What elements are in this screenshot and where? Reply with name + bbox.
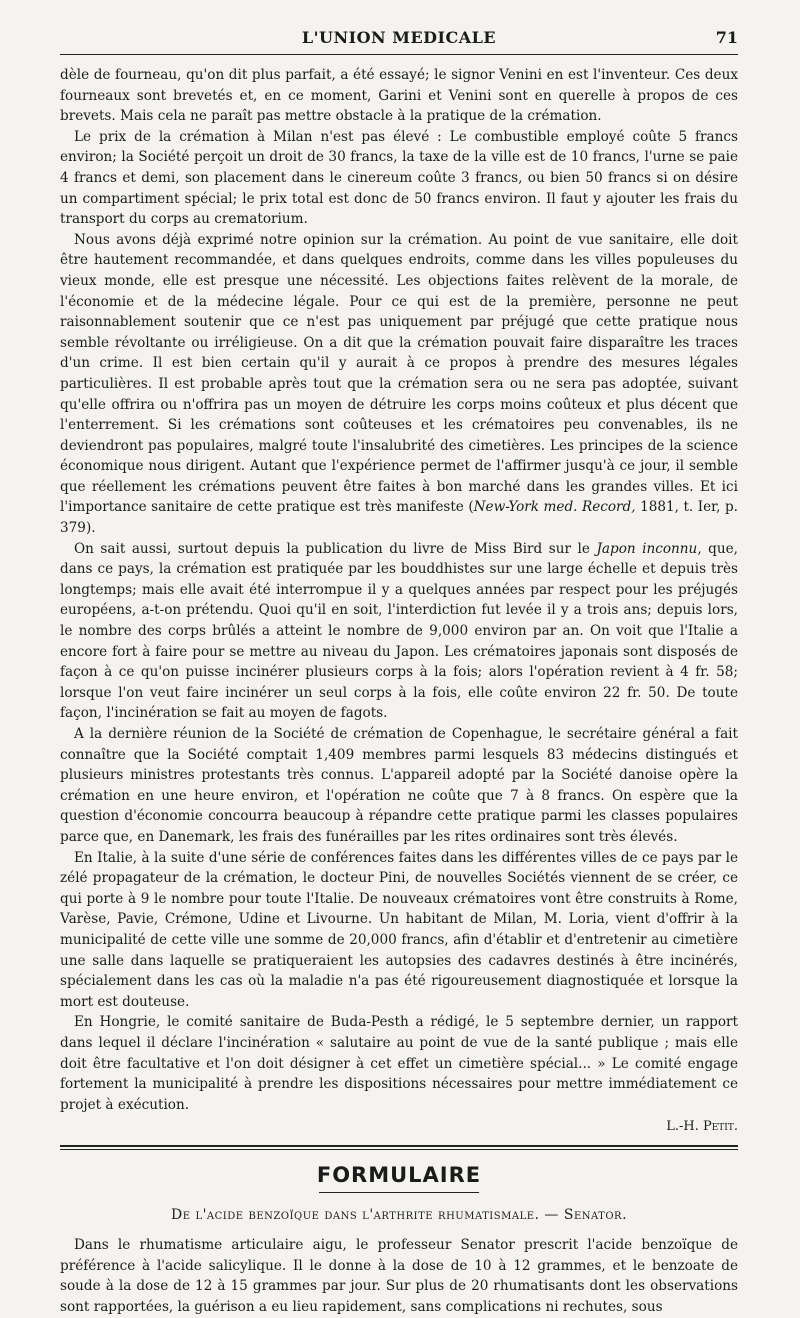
running-title: L'UNION MEDICALE [301, 28, 497, 47]
running-head [60, 24, 738, 55]
section-title: FORMULAIRE [316, 1163, 482, 1188]
paragraph-1: dèle de fourneau, qu'on dit plus parfait, a été essayé; le signor Venini en est l'inventeur. Ces deux fourneaux sont brevetés et, en ce moment, Garini et Venini sont en querelle à propos de ces brevets. Mais cela ne paraît pas mettre obstacle à la pratique de la crémation. [60, 67, 738, 125]
paragraph-4-intro: On sait aussi, surtout depuis la publication du livre de Miss Bird sur le [74, 540, 597, 557]
paragraph-7: En Hongrie, le comité sanitaire de Buda-Pesth a rédigé, le 5 septembre dernier, un rapport dans lequel il déclare l'incinération « salutaire au point de vue de la santé publique ; mais elle doit être facultative et l'on doit désigner à cet effet un cimetière spécial... » Le comité engage fortement la municipalité à prendre les dispositions nécessaires pour mettre immédiatement ce projet à exécution. [60, 1014, 738, 1113]
paragraph-6: En Italie, à la suite d'une série de conférences faites dans les différentes villes de ce pays par le zélé propagateur de la crémation, le docteur Pini, de nouvelles Sociétés viennent de se créer, ce qui porte à 9 le nombre pour toute l'Italie. De nouveaux crématoires vont être construits à Rome, Varèse, Pavie, Crémone, Udine et Livourne. Un habitant de Milan, M. Loria, vient d'offrir à la municipalité de cette ville une somme de 20,000 francs, afin d'établir et d'entretenir au cimetière une salle dans laquelle se pratiqueraient les autopsies des cadavres destinés à être incinérés, spécialement dans les cas où la maladie n'a pas été rigoureusement diagnostiquée et lorsque la mort est douteuse. [60, 849, 738, 1010]
section-title-rule [319, 1192, 479, 1193]
section-divider [60, 1145, 738, 1150]
paragraph-2: Le prix de la crémation à Milan n'est pas élevé : Le combustible employé coûte 5 francs environ; la Société perçoit un droit de 30 francs, la taxe de la ville est de 10 francs, l'urne se paie 4 francs et demi, son placement dans le cinereum coûte 3 francs, ou bien 50 francs si on désire un compartiment spécial; le prix total est donc de 50 francs environ. Il faut y ajouter les frais du transport du corps au crematorium. [60, 128, 738, 228]
formulaire-paragraph: Dans le rhumatisme articulaire aigu, le professeur Senator prescrit l'acide benzoïque de préférence à l'acide salicylique. Il le donne à la dose de 10 à 12 grammes, et le benzoate de soude à la dose de 12 à 15 grammes par jour. Sur plus de 20 rhumatisants dont les observations sont rapportées, la guérison a eu lieu rapidement, sans complications ni rechutes, sous [60, 1237, 738, 1316]
citation-details: 1881, t. Ier, p. 379). [60, 499, 738, 537]
book-title: Japon inconnu [596, 540, 698, 557]
citation-journal: New-York med. Record, [473, 499, 636, 516]
paragraph-3 [60, 230, 738, 539]
page-number: 71 [715, 28, 738, 47]
paragraph-4-text: , que, dans ce pays, la crémation est pratiquée par les bouddhistes sur une large échelle et depuis très longtemps; mais elle avait été interrompue il y a quelques années par respect pour les préjugés européens, a-t-on prétendu. Quoi qu'il en soit, l'interdiction fut levée il y a trois ans; depuis lors, le nombre des corps brûlés a atteint le nombre de 9,000 environ par an. On voit que l'Italie a encore fort à faire pour se mettre au niveau du Japon. Les crématoires japonais sont disposés de façon à ce qu'on puisse incinérer plusieurs corps à la fois; alors l'opération revient à 4 fr. 58; lorsque l'on veut faire incinérer un seul corps à la fois, elle coûte environ 22 fr. 50. De toute façon, l'incinération se fait au moyen de fagots. [60, 540, 738, 722]
cremation-article [60, 65, 738, 1137]
paragraph-3-text: Nous avons déjà exprimé notre opinion sur la crémation. Au point de vue sanitaire, elle doit être hautement recommandée, et dans quelques endroits, comme dans les villes populeuses du vieux monde, elle est presque une nécessité. Les objections faites relèvent de la morale, de l'économie et de la médecine légale. Pour ce qui est de la première, personne ne peut raisonnablement soutenir que ce n'est pas uniquement par préjugé que cette pratique nous semble révoltante ou irréligieuse. On a dit que la crémation pouvait faire disparaître les traces d'un crime. Il est bien certain qu'il y aurait à ce propos à prendre des mesures légales particulières. Il est probable après tout que la crémation sera ou ne sera pas adoptée, suivant qu'elle offrira ou n'offrira pas un moyen de détruire les corps moins coûteux et plus décent que l'enterrement. Si les crémations sont coûteuses et les crématoires peu convenables, ils ne deviendront pas populaires, malgré toute l'insalubrité des cimetières. Les principes de la science économique nous dirigent. Autant que l'expérience permet de l'affirmer jusqu'à ce jour, il semble que réellement les crémations peuvent être faites à bon marché dans les grandes villes. Et ici l'importance sanitaire de cette pratique est très manifeste ( [60, 231, 738, 516]
formulaire-article [60, 1235, 738, 1317]
article-heading: De l'acide benzoïque dans l'arthrite rhumatismale. — Senator. [170, 1207, 628, 1224]
author-signature: L.-H. Petit. [666, 1119, 738, 1135]
paragraph-4 [60, 539, 738, 724]
paragraph-5: A la dernière réunion de la Société de crémation de Copenhague, le secrétaire général a fait connaître que la Société comptait 1,409 membres parmi lesquels 83 médecins distingués et plusieurs ministres protestants très connus. L'appareil adopté par la Société danoise opère la crémation en une heure environ, et l'opération ne coûte que 7 à 8 francs. On espère que la question d'économie concourra beaucoup à répandre cette pratique parmi les classes populaires parce que, en Danemark, les frais des funérailles par les rites ordinaires sont très élevés. [60, 726, 738, 845]
